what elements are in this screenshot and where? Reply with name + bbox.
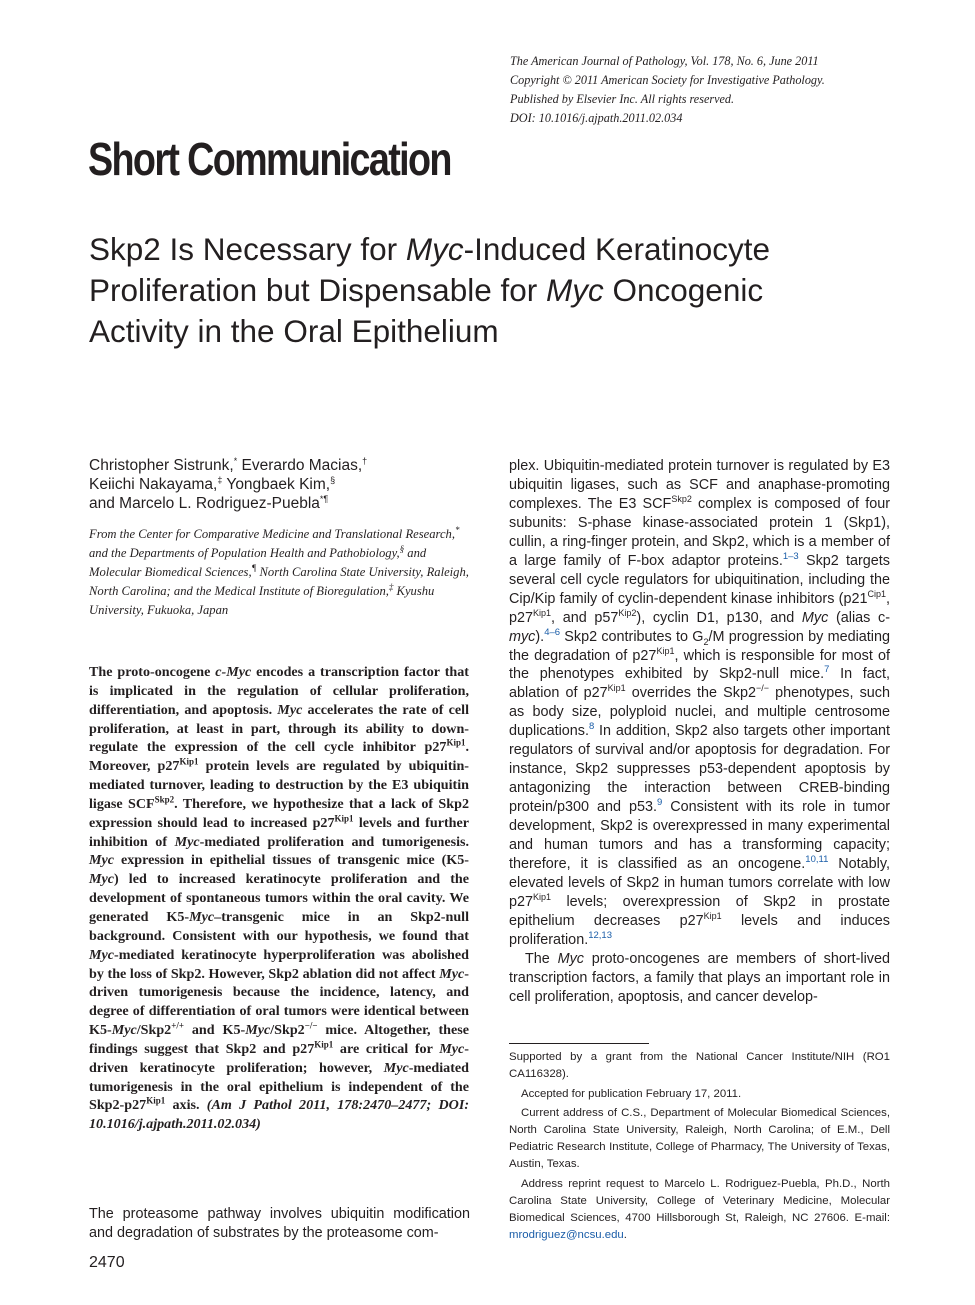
reference-link[interactable]: 7 <box>824 664 830 676</box>
current-address-note: Current address of C.S., Department of Molecular Biomedical Sciences, North Carolina State University, Raleigh, North Carolina; of E.M., Dell Pediatric Research Institute, College of Pharmacy, The University of Texas, Austin, Texas. <box>509 1107 890 1170</box>
author: Everardo Macias, <box>237 457 363 474</box>
reference-link[interactable]: 9 <box>656 797 663 809</box>
funding-note: Supported by a grant from the National Cancer Institute/NIH (RO1 CA116328). <box>509 1051 890 1080</box>
page-number: 2470 <box>89 1254 125 1271</box>
reference-link[interactable]: 4–6 <box>544 626 561 638</box>
article-title: Skp2 Is Necessary for Myc-Induced Keratinocyte Proliferation but Dispensable for Myc Oncogenic Activity in the Oral Epithelium <box>89 231 771 349</box>
author: Keiichi Nakayama, <box>89 476 218 493</box>
abstract-citation: (Am J Pathol 2011, 178:2470–2477; DOI: 10.1016/j.ajpath.2011.02.034) <box>89 1097 470 1133</box>
copyright: Copyright © 2011 American Society for Investigative Pathology. <box>510 73 825 87</box>
author-list: Christopher Sistrunk,* Everardo Macias,† Keiichi Nakayama,‡ Yongbaek Kim,§ and Marcelo L. Rodriguez-Puebla*¶ <box>89 455 368 512</box>
footnote-divider <box>509 1043 649 1044</box>
reference-link[interactable]: 12,13 <box>588 930 612 942</box>
publisher-line: Published by Elsevier Inc. All rights reserved. <box>510 92 735 106</box>
author: Yongbaek Kim, <box>222 476 331 493</box>
reference-link[interactable]: 8 <box>589 721 595 733</box>
section-heading: Short Communication <box>88 133 451 185</box>
reprint-note: Address reprint request to Marcelo L. Rodriguez-Puebla, Ph.D., North Carolina State University, College of Veterinary Medicine, Molecular Biomedical Sciences, 4700 Hillsborough St, Raleigh, NC 27606. E-mail: mrodriguez@ncsu.edu. <box>509 1177 890 1241</box>
email-link[interactable]: mrodriguez@ncsu.edu <box>509 1228 624 1241</box>
abstract: The proto-oncogene c-Myc encodes a transcription factor that is implicated in the regulation of cellular proliferation, differentiation, and apoptosis. Myc accelerates the rate of cell proliferation, at least in part, through its ability to down-regulate the expression of the cell cycle inhibitor $p27^{Kip1}$. Moreover, $p27^{Kip1}$ protein levels are regulated by ubiquitin-mediated turnover, leading to destruction by the E3 ubiquitin ligase $SCF^{Skp2}$. Therefore, we hypothesize that a lack of Skp2 expression should lead to increased $p27^{Kip1}$ levels and further inhibition of Myc-mediated proliferation and tumorigenesis. Myc expression in epithelial tissues of transgenic mice (K5-Myc) led to increased keratinocyte proliferation and the development of spontaneous tumors within the oral cavity. We generated K5-Myc–transgenic mice in an Skp2-null background. Consistent with our hypothesis, we found that Myc-mediated keratinocyte hyperproliferation was abolished by the loss of Skp2. However, Skp2 ablation did not affect Myc-driven tumorigenesis because the incidence, latency, and degree of differentiation of oral tumors were identical between K5-Myc/Skp2+/+ and K5-Myc/Skp2−/− mice. Altogether, these findings suggest that Skp2 and $p27^{Kip1}$ are critical for Myc-driven keratinocyte proliferation; however, Myc-mediated tumorigenesis in the oral epithelium is independent of the $Skp2-p27^{Kip1}$ axis. (Am J Pathol 2011, 178:2470–2477; DOI: 10.1016/j.ajpath.2011.02.034) <box>89 664 470 1133</box>
author: Christopher Sistrunk, <box>89 457 234 474</box>
journal-info <box>510 52 910 128</box>
body-column-right <box>509 457 890 1007</box>
accepted-note: Accepted for publication February 17, 2011. <box>521 1087 742 1100</box>
intro-paragraph: The proteasome pathway involves ubiquitin modification and degradation of substrates by the proteasome com- <box>89 1206 470 1241</box>
reference-link[interactable]: 1–3 <box>782 550 799 562</box>
body-paragraph: plex. Ubiquitin-mediated protein turnover is regulated by E3 ubiquitin ligases, such as SCF and anaphase-promoting complexes. The E3 $SCF^{Skp2}$ complex is composed of four subunits: S-phase kinase-associated protein 1 (Skp1), cullin, a ring-finger protein, and Skp2, which is a member of a large family of F-box adaptor proteins.$^{1-3}$ Skp2 targets several cell cycle regulators for ubiquitination, including the Cip/Kip family of cyclin-dependent kinase inhibitors ($p21^{Cip1}$, $p27^{Kip1}$, and $p57^{Kip2}$), cyclin D1, p130, and Myc (alias c-myc).$^{4-6}$ Skp2 contributes to $G_2/M$ progression by mediating the degradation of $p27^{Kip1}$, which is responsible for most of the phenotypes exhibited by Skp2-null mice.$^7$ In fact, ablation of $p27^{Kip1}$ overrides the Skp2−/− phenotypes, such as body size, polyploid nuclei, and multiple centrosome duplications.$^8$ In addition, Skp2 also targets other important regulators of survival and/or apoptosis for degradation. For instance, Skp2 suppresses p53-dependent apoptosis by antagonizing the interaction between CREB-binding protein/p300 and p53.$^9$ Consistent with its role in tumor development, Skp2 is overexpressed in many experimental and human tumors and has a transforming capacity; therefore, it is classified as an oncogene.$^{10,11}$ Notably, elevated levels of Skp2 in human tumors correlate with low $p27^{Kip1}$ levels; overexpression of Skp2 in prostate epithelium decreases $p27^{Kip1}$ levels and induces proliferation.$^{12,13}$ <box>509 458 891 948</box>
reference-link[interactable]: 10,11 <box>805 854 829 866</box>
author: and Marcelo L. Rodriguez-Puebla <box>89 495 320 512</box>
doi-line: DOI: 10.1016/j.ajpath.2011.02.034 <box>510 111 683 125</box>
footnotes <box>509 1049 890 1246</box>
body-paragraph: The Myc proto-oncogenes are members of short-lived transcription factors, a family that plays an important role in cell proliferation, apoptosis, and cancer develop- <box>509 950 891 1005</box>
journal-citation: The American Journal of Pathology, Vol. 178, No. 6, June 2011 <box>510 54 819 68</box>
affiliation: From the Center for Comparative Medicine and Translational Research,* and the Departments of Population Health and Pathobiology,§ and Molecular Biomedical Sciences,¶ North Carolina State University, Raleigh, North Carolina; and the Medical Institute of Bioregulation,‡ Kyushu University, Fukuoka, Japan <box>89 524 469 617</box>
